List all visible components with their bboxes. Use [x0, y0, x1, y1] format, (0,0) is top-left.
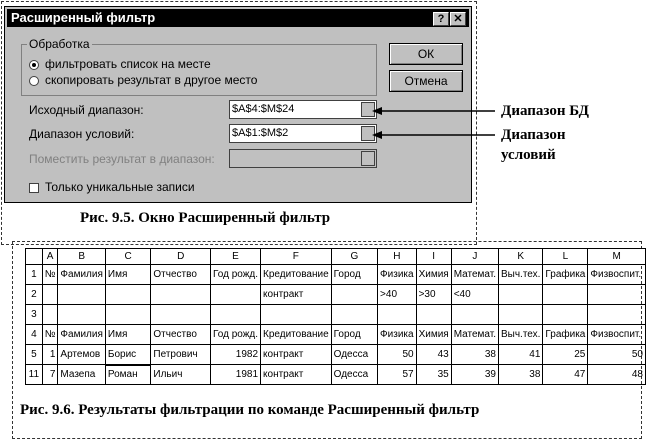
table-cell[interactable] — [58, 305, 105, 325]
table-cell[interactable]: Кредитование — [261, 265, 332, 285]
criteria-range-label: Диапазон условий: — [29, 127, 135, 141]
table-cell[interactable]: контракт — [261, 285, 332, 305]
table-cell[interactable]: 39 — [451, 365, 498, 385]
table-cell[interactable]: 38 — [451, 345, 498, 365]
column-header[interactable]: A — [42, 249, 58, 265]
table-cell[interactable]: 1 — [42, 345, 58, 365]
table-cell[interactable] — [42, 285, 58, 305]
table-cell[interactable] — [211, 285, 261, 305]
table-cell[interactable]: Выч.тех. — [498, 265, 542, 285]
table-cell[interactable] — [543, 285, 588, 305]
table-cell[interactable]: Физика — [378, 265, 417, 285]
close-icon[interactable]: ✕ — [450, 12, 466, 26]
source-range-value: $A$4:$M$24 — [232, 103, 295, 115]
table-cell[interactable]: >40 — [378, 285, 417, 305]
table-cell[interactable]: Фамилия — [58, 265, 105, 285]
table-cell[interactable]: Химия — [416, 325, 451, 345]
column-header[interactable]: B — [58, 249, 105, 265]
column-header[interactable]: K — [498, 249, 542, 265]
help-button[interactable]: ? — [433, 12, 449, 26]
table-cell[interactable] — [331, 305, 377, 325]
corner-cell[interactable] — [26, 249, 43, 265]
table-cell[interactable]: 25 — [543, 345, 588, 365]
table-cell[interactable] — [151, 285, 211, 305]
table-cell[interactable] — [331, 285, 377, 305]
column-header[interactable]: D — [151, 249, 211, 265]
column-header[interactable]: C — [105, 249, 151, 265]
criteria-annotation-line1: Диапазон — [501, 127, 566, 143]
table-cell[interactable]: Графика — [543, 265, 588, 285]
destination-range-field[interactable] — [229, 149, 377, 168]
table-row — [26, 285, 646, 305]
row-header[interactable]: 4 — [26, 325, 43, 345]
table-cell[interactable] — [588, 305, 646, 325]
table-row — [26, 305, 646, 325]
radio-filter-label[interactable]: фильтровать список на месте — [45, 57, 211, 71]
table-cell[interactable]: Отчество — [151, 265, 211, 285]
row-header[interactable]: 5 — [26, 345, 43, 365]
table-cell[interactable] — [58, 285, 105, 305]
table-cell[interactable]: Артемов — [58, 345, 105, 365]
annotation-arrows — [370, 100, 500, 140]
table-cell[interactable]: 38 — [498, 365, 542, 385]
table-cell[interactable]: >30 — [416, 285, 451, 305]
table-cell[interactable]: Имя — [105, 325, 151, 345]
table-cell[interactable] — [151, 305, 211, 325]
unique-records-label[interactable]: Только уникальные записи — [45, 180, 195, 194]
column-header-row — [26, 249, 646, 265]
table-cell[interactable]: 1982 — [211, 345, 261, 365]
criteria-annotation-line2: условий — [501, 147, 556, 163]
column-header[interactable]: G — [331, 249, 377, 265]
source-range-field[interactable] — [229, 100, 377, 119]
table-cell[interactable]: Математ. — [451, 325, 498, 345]
table-cell[interactable] — [588, 285, 646, 305]
figure-caption-9-5: Рис. 9.5. Окно Расширенный фильтр — [80, 210, 331, 226]
table-cell[interactable] — [42, 305, 58, 325]
table-cell[interactable]: Графика — [543, 325, 588, 345]
table-cell[interactable]: Петрович — [151, 345, 211, 365]
table-cell[interactable]: 57 — [378, 365, 417, 385]
table-cell[interactable]: Мазепа — [58, 365, 105, 385]
db-range-annotation: Диапазон БД — [501, 103, 589, 119]
table-cell[interactable]: Фамилия — [58, 325, 105, 345]
table-cell[interactable]: Математ. — [451, 265, 498, 285]
group-label: Обработка — [29, 37, 90, 51]
radio-copy-label[interactable]: скопировать результат в другое место — [45, 73, 258, 87]
radio-filter-in-place[interactable] — [29, 60, 39, 70]
column-header[interactable]: E — [211, 249, 261, 265]
table-cell[interactable]: № — [42, 325, 58, 345]
table-row — [26, 345, 646, 365]
table-cell[interactable] — [416, 305, 451, 325]
table-cell[interactable]: Имя — [105, 265, 151, 285]
table-cell[interactable]: Отчество — [151, 325, 211, 345]
table-cell[interactable]: 43 — [416, 345, 451, 365]
row-header[interactable]: 2 — [26, 285, 43, 305]
table-cell[interactable]: Физика — [378, 325, 417, 345]
table-cell[interactable]: Физвоспит. — [588, 325, 646, 345]
table-cell[interactable]: Физвоспит. — [588, 265, 646, 285]
table-cell[interactable]: Город — [331, 325, 377, 345]
table-cell[interactable]: Город — [331, 265, 377, 285]
table-cell[interactable] — [105, 285, 151, 305]
table-cell[interactable]: Выч.тех. — [498, 325, 542, 345]
cancel-button[interactable]: Отмена — [389, 70, 463, 92]
table-cell[interactable]: № — [42, 265, 58, 285]
table-cell[interactable]: 1981 — [211, 365, 261, 385]
table-cell[interactable] — [543, 305, 588, 325]
table-cell[interactable]: контракт — [261, 365, 332, 385]
table-cell[interactable]: Одесса — [331, 365, 377, 385]
table-cell[interactable] — [261, 305, 332, 325]
table-cell[interactable]: 35 — [416, 365, 451, 385]
table-cell[interactable]: 48 — [588, 365, 646, 385]
table-row — [26, 325, 646, 345]
column-header[interactable]: M — [588, 249, 646, 265]
table-cell[interactable]: Кредитование — [261, 325, 332, 345]
table-cell[interactable]: Химия — [416, 265, 451, 285]
column-header[interactable]: L — [543, 249, 588, 265]
criteria-range-value: $A$1:$M$2 — [232, 127, 289, 139]
column-header[interactable]: I — [416, 249, 451, 265]
table-cell[interactable]: контракт — [261, 345, 332, 365]
table-cell[interactable]: 41 — [498, 345, 542, 365]
ok-button[interactable]: ОК — [389, 43, 463, 65]
table-cell[interactable]: Год рожд. — [211, 325, 261, 345]
row-header[interactable]: 1 — [26, 265, 43, 285]
table-cell[interactable]: 47 — [543, 365, 588, 385]
table-row — [26, 365, 646, 385]
table-cell[interactable]: 50 — [378, 345, 417, 365]
table-cell[interactable]: Одесса — [331, 345, 377, 365]
table-cell[interactable] — [378, 305, 417, 325]
dialog-title: Расширенный фильтр — [7, 9, 469, 27]
column-header[interactable]: F — [261, 249, 332, 265]
column-header[interactable]: J — [451, 249, 498, 265]
table-cell[interactable] — [211, 305, 261, 325]
table-row — [26, 265, 646, 285]
table-cell[interactable]: 7 — [42, 365, 58, 385]
column-header[interactable]: H — [378, 249, 417, 265]
table-cell[interactable]: Роман — [105, 365, 151, 385]
table-cell[interactable]: Ильич — [151, 365, 211, 385]
row-header[interactable]: 3 — [26, 305, 43, 325]
table-cell[interactable] — [451, 305, 498, 325]
table-cell[interactable]: Год рожд. — [211, 265, 261, 285]
unique-records-checkbox[interactable] — [29, 183, 39, 193]
table-cell[interactable] — [105, 305, 151, 325]
table-cell[interactable]: Борис — [105, 345, 151, 365]
range-select-icon[interactable] — [361, 151, 375, 166]
figure-caption-9-6: Рис. 9.6. Результаты фильтрации по команде Расширенный фильтр — [20, 402, 480, 418]
table-cell[interactable]: 50 — [588, 345, 646, 365]
source-range-label: Исходный диапазон: — [29, 103, 144, 117]
table-cell[interactable] — [498, 305, 542, 325]
row-header[interactable]: 11 — [26, 365, 43, 385]
destination-range-label: Поместить результат в диапазон: — [29, 152, 215, 166]
radio-selected-dot — [32, 63, 36, 67]
table-cell[interactable] — [498, 285, 542, 305]
radio-copy-to[interactable] — [29, 76, 39, 86]
spreadsheet — [25, 248, 646, 385]
table-cell[interactable]: <40 — [451, 285, 498, 305]
criteria-range-field[interactable] — [229, 124, 377, 143]
